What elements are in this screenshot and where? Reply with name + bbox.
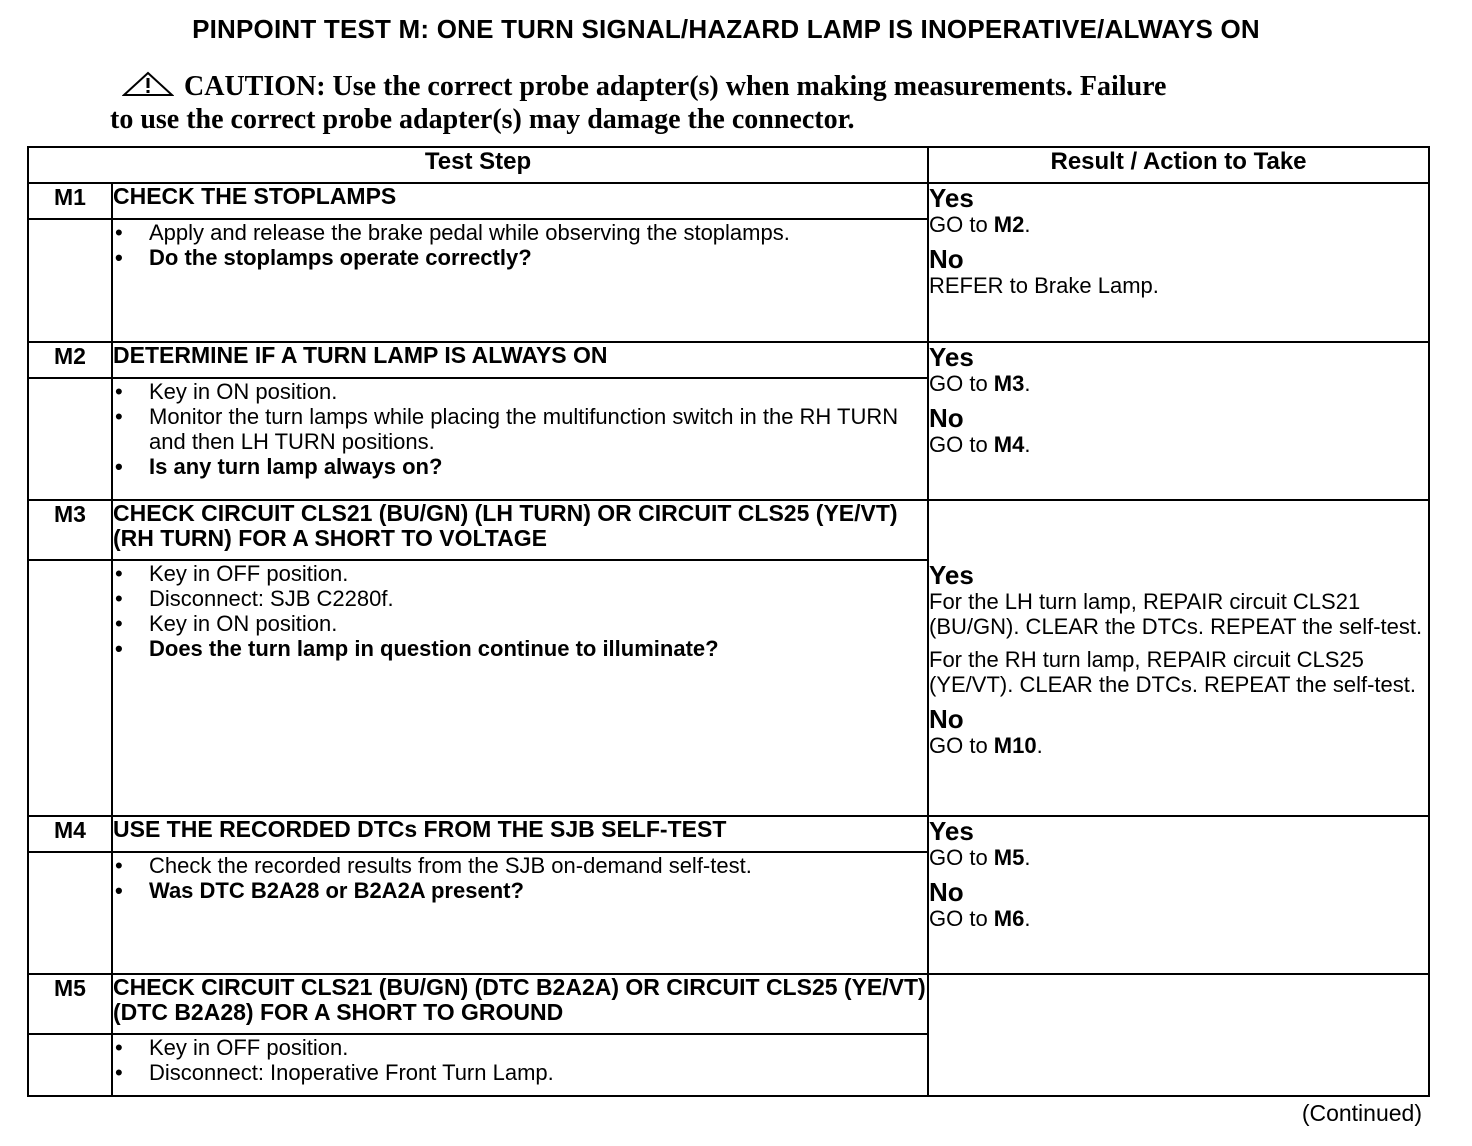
step-title: CHECK CIRCUIT CLS21 (BU/GN) (LH TURN) OR CIRCUIT CLS25 (YE/VT) (RH TURN) FOR A SHORT TO VOLTAGE: [112, 500, 928, 560]
result-no-text: GO to M4.: [929, 432, 1031, 457]
warning-triangle-icon: [122, 71, 174, 97]
result-yes-text: For the LH turn lamp, REPAIR circuit CLS21 (BU/GN). CLEAR the DTCs. REPEAT the self-test.: [929, 589, 1423, 639]
step-id: M4: [28, 816, 112, 852]
list-item: • Monitor the turn lamps while placing the multifunction switch in the RH TURN and then LH TURN positions.: [113, 404, 927, 454]
step-body: [112, 219, 928, 342]
result-no-label: No: [929, 403, 964, 433]
step-body: [112, 560, 928, 816]
caution-line-2: to use the correct probe adapter(s) may damage the connector.: [110, 104, 855, 135]
list-item: • Key in ON position.: [113, 611, 927, 636]
list-item: • Disconnect: Inoperative Front Turn Lamp.: [113, 1060, 927, 1085]
result-yes-label: Yes: [929, 560, 974, 590]
result-yes-label: Yes: [929, 183, 974, 213]
step-body: [112, 1034, 928, 1096]
list-item: • Disconnect: SJB C2280f.: [113, 586, 927, 611]
header-test-step: Test Step: [28, 147, 928, 183]
step-title: DETERMINE IF A TURN LAMP IS ALWAYS ON: [112, 342, 928, 378]
step-spacer: [28, 560, 112, 816]
step-body: [112, 852, 928, 974]
continued-label: (Continued): [1301, 1100, 1422, 1126]
list-item: • Check the recorded results from the SJB on-demand self-test.: [113, 853, 927, 878]
step-spacer: [28, 1034, 112, 1096]
list-item: • Key in OFF position.: [113, 561, 927, 586]
result-no-label: No: [929, 704, 964, 734]
step-id: M2: [28, 342, 112, 378]
result-yes-text: GO to M2.: [929, 212, 1031, 237]
step-result: [928, 342, 1429, 500]
step-body: [112, 378, 928, 500]
step-result: [928, 816, 1429, 974]
result-no-text: GO to M6.: [929, 906, 1031, 931]
step-result: [928, 500, 1429, 816]
result-no-text: GO to M10.: [929, 733, 1043, 758]
step-id: M5: [28, 974, 112, 1034]
result-yes-text: GO to M3.: [929, 371, 1031, 396]
list-item: • Is any turn lamp always on?: [113, 454, 927, 479]
page-title: PINPOINT TEST M: ONE TURN SIGNAL/HAZARD LAMP IS INOPERATIVE/ALWAYS ON: [192, 14, 1260, 44]
result-no-label: No: [929, 244, 964, 274]
caution-line-1: CAUTION: Use the correct probe adapter(s) when making measurements. Failure: [184, 71, 1167, 102]
result-yes-text: GO to M5.: [929, 845, 1031, 870]
list-item: • Was DTC B2A28 or B2A2A present?: [113, 878, 927, 903]
step-id: M1: [28, 183, 112, 219]
step-spacer: [28, 378, 112, 500]
step-title: CHECK THE STOPLAMPS: [112, 183, 928, 219]
step-result: [928, 183, 1429, 342]
header-result: Result / Action to Take: [928, 147, 1429, 183]
result-yes-label: Yes: [929, 342, 974, 372]
result-yes-text-2: For the RH turn lamp, REPAIR circuit CLS25 (YE/VT). CLEAR the DTCs. REPEAT the self-test.: [929, 647, 1416, 697]
result-no-label: No: [929, 877, 964, 907]
step-spacer: [28, 852, 112, 974]
step-result-empty: [928, 974, 1429, 1096]
result-yes-label: Yes: [929, 816, 974, 846]
caution-notice: [110, 70, 1330, 136]
pinpoint-test-table: [27, 146, 1430, 1097]
step-id: M3: [28, 500, 112, 560]
list-item: • Key in ON position.: [113, 379, 927, 404]
result-no-text: REFER to Brake Lamp.: [929, 273, 1159, 298]
step-title: CHECK CIRCUIT CLS21 (BU/GN) (DTC B2A2A) OR CIRCUIT CLS25 (YE/VT) (DTC B2A28) FOR A SHORT TO GROUND: [112, 974, 928, 1034]
list-item: • Apply and release the brake pedal while observing the stoplamps.: [113, 220, 927, 245]
list-item: • Does the turn lamp in question continue to illuminate?: [113, 636, 927, 661]
step-title: USE THE RECORDED DTCs FROM THE SJB SELF-TEST: [112, 816, 928, 852]
step-spacer: [28, 219, 112, 342]
list-item: • Do the stoplamps operate correctly?: [113, 245, 927, 270]
list-item: • Key in OFF position.: [113, 1035, 927, 1060]
